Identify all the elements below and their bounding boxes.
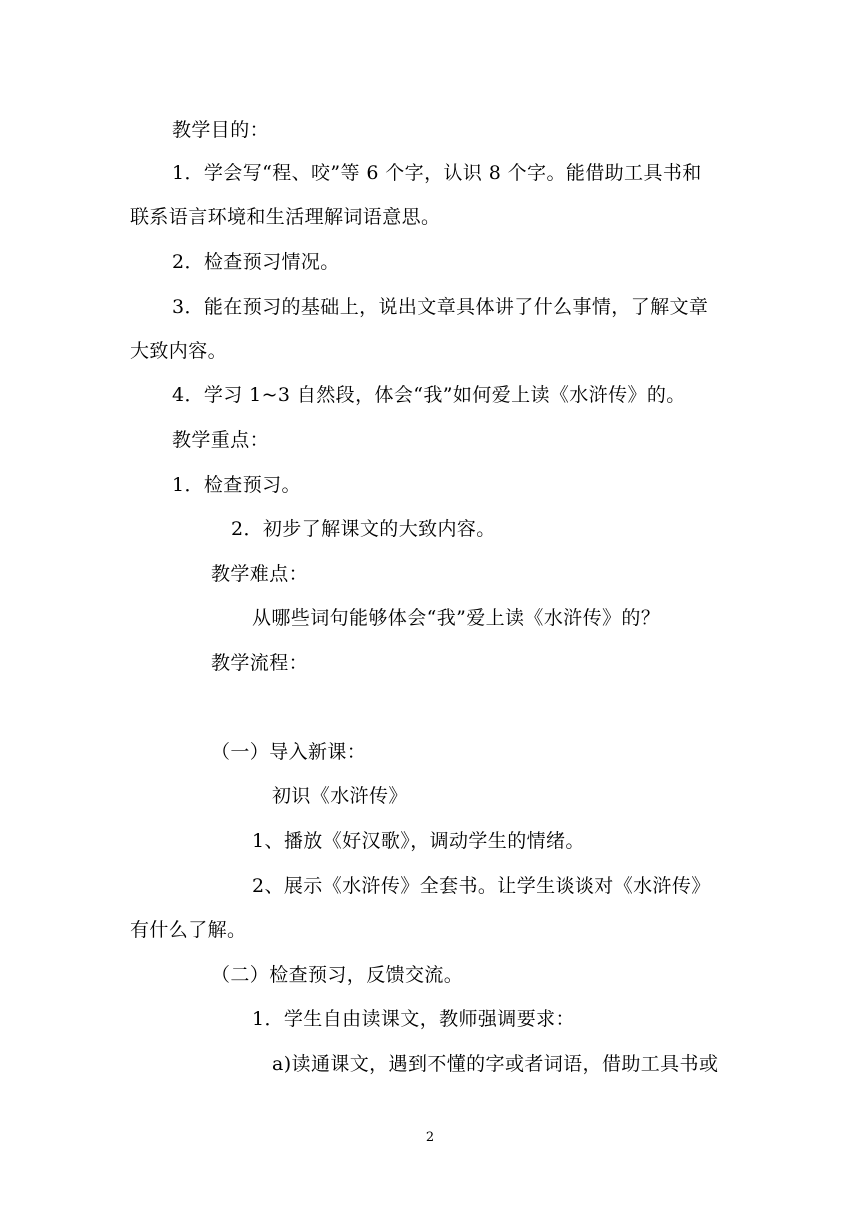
focus-2: 2．初步了解课文的大致内容。 <box>231 518 496 540</box>
difficulty-text: 从哪些词句能够体会“我”爱上读《水浒传》的？ <box>252 607 661 629</box>
section-1-item-2-line-2: 有什么了解。 <box>130 919 247 941</box>
page-number: 2 <box>425 1130 435 1145</box>
section-1-heading: （一）导入新课： <box>211 741 367 763</box>
focus-1: 1．检查预习。 <box>172 474 301 496</box>
section-2-item-1: 1．学生自由读课文，教师强调要求： <box>252 1008 575 1030</box>
objective-1-line-1: 1．学会写“程、咬”等 6 个字，认识 8 个字。能借助工具书和 <box>172 162 702 184</box>
section-1-item-2-line-1: 2、展示《水浒传》全套书。让学生谈谈对《水浒传》 <box>252 875 711 897</box>
objective-1-line-2: 联系语言环境和生活理解词语意思。 <box>130 206 441 228</box>
objective-3-line-2: 大致内容。 <box>130 340 228 362</box>
heading-teaching-process: 教学流程： <box>211 652 309 674</box>
objective-3-line-1: 3．能在预习的基础上，说出文章具体讲了什么事情，了解文章 <box>172 296 709 318</box>
heading-teaching-difficulty: 教学难点： <box>211 563 309 585</box>
objective-4: 4．学习 1~3 自然段，体会“我”如何爱上读《水浒传》的。 <box>172 384 686 406</box>
section-1-subheading: 初识《水浒传》 <box>272 785 408 807</box>
section-1-item-1: 1、播放《好汉歌》，调动学生的情绪。 <box>252 830 585 852</box>
heading-teaching-focus: 教学重点： <box>172 429 270 451</box>
section-2-item-1a: a)读通课文，遇到不懂的字或者词语，借助工具书或 <box>272 1053 719 1075</box>
heading-teaching-objectives: 教学目的： <box>172 119 270 141</box>
objective-2: 2．检查预习情况。 <box>172 251 340 273</box>
section-2-heading: （二）检查预习，反馈交流。 <box>211 964 464 986</box>
